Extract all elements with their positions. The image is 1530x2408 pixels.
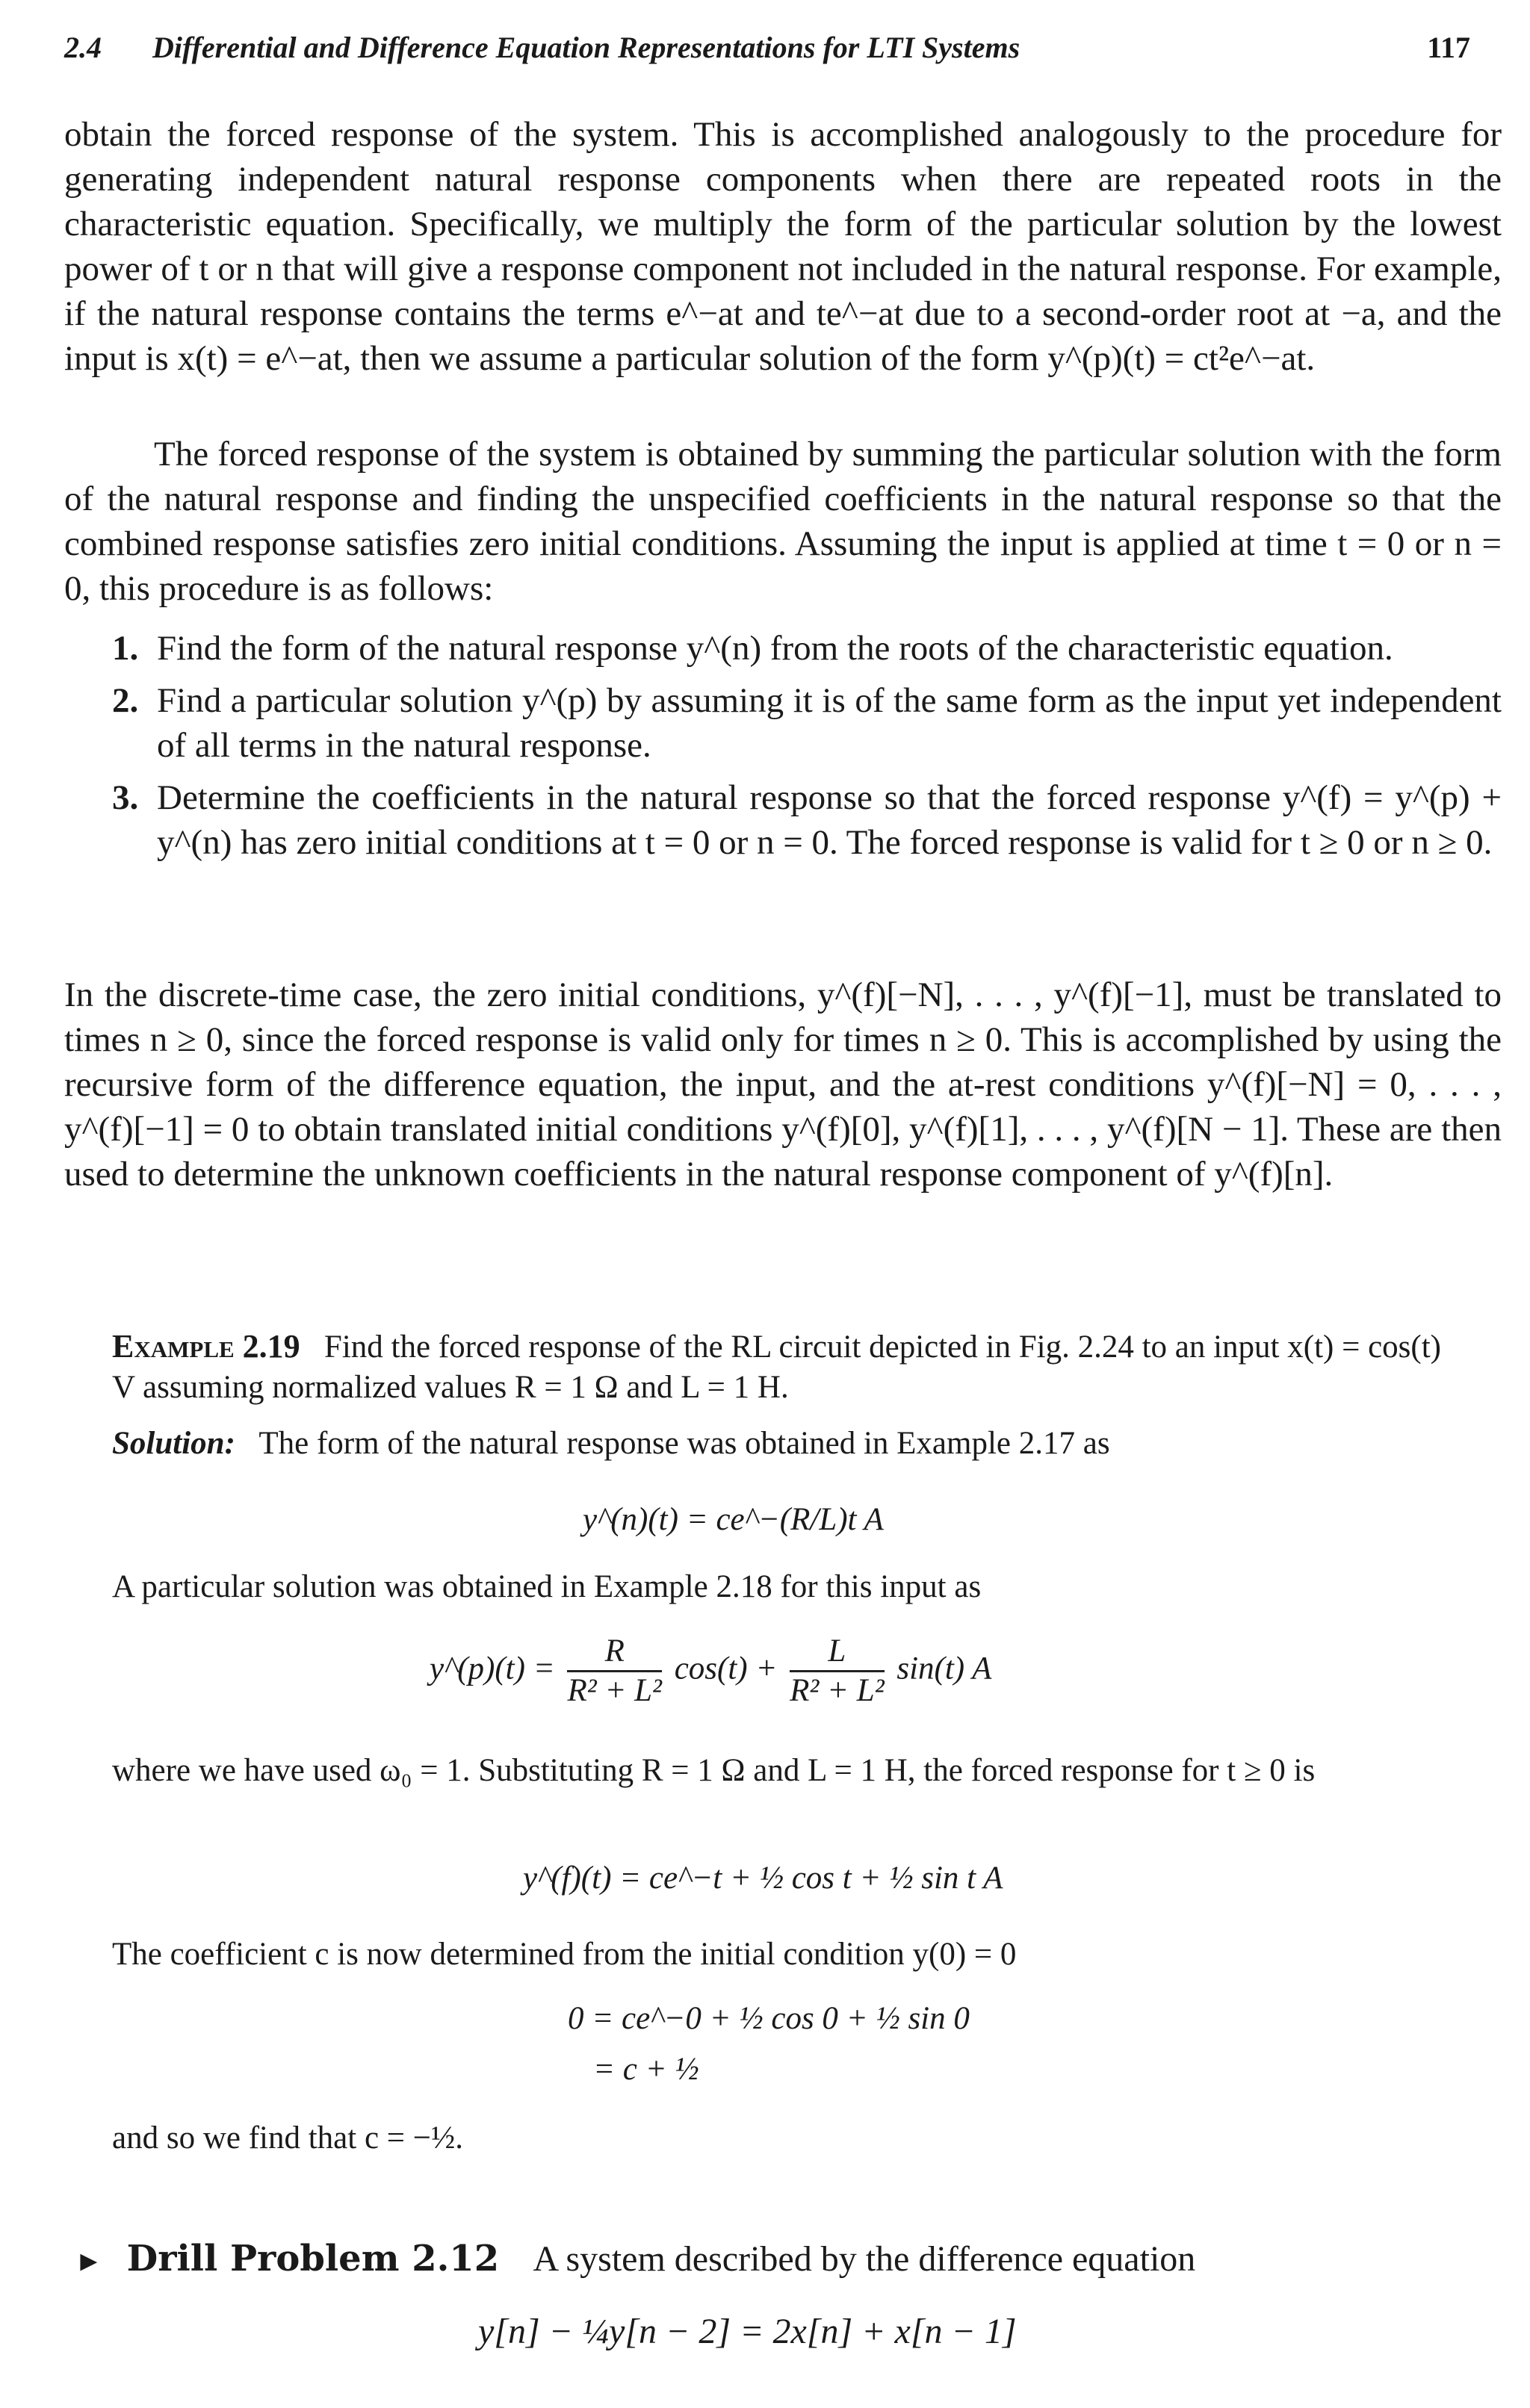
page-number: 117 <box>1427 31 1470 64</box>
step-text: Determine the coefficients in the natural response so that the forced response y^(f) = y^(p) + y^(n) has zero initial conditions at t = 0 or n = 0. The forced response is valid for t ≥ 0 or n ≥ 0. <box>157 778 1502 862</box>
list-item <box>112 775 1502 865</box>
denominator: R² + L² <box>790 1673 885 1708</box>
eq-mid: cos(t) + <box>674 1651 778 1686</box>
step-number: 2. <box>112 681 139 720</box>
paragraph-repeated-roots: obtain the forced response of the system. This is accomplished analogously to the procedure for generating independent natural response components when there are repeated roots in the characteristic equation. Specifically, we multiply the form of the particular solution by the lowest power of t or n that will give a response component not included in the natural response. For example, if the natural response contains the terms e^−at and te^−at due to a second-order root at −a, and the input is x(t) = e^−at, then we assume a particular solution of the form y^(p)(t) = ct²e^−at. <box>64 115 1502 378</box>
fraction-l <box>790 1633 884 1710</box>
example-text: Find the forced response of the RL circuit depicted in Fig. 2.24 to an input x(t) = cos(t) V assuming normalized values R = 1 Ω and L = 1 H. <box>112 1329 1441 1405</box>
step-number: 1. <box>112 629 139 668</box>
paragraph-discrete-time: In the discrete-time case, the zero initial conditions, y^(f)[−N], . . . , y^(f)[−1], must be translated to times n ≥ 0, since the forced response is valid only for times n ≥ 0. This is accomplished by using the recursive form of the difference equation, the input, and the at-rest conditions y^(f)[−N] = 0, . . . , y^(f)[−1] = 0 to obtain translated initial conditions y^(f)[0], y^(f)[1], . . . , y^(f)[N − 1]. These are then used to determine the unknown coefficients in the natural response component of y^(f)[n]. <box>64 975 1502 1194</box>
procedure-steps <box>112 626 1502 872</box>
list-item <box>112 678 1502 768</box>
coefficient-text: The coefficient c is now determined from the initial condition y(0) = 0 <box>112 1937 1017 1972</box>
equation-initial-simplified: = c + ½ <box>593 2052 699 2087</box>
paragraph-forced-response-intro: The forced response of the system is obtained by summing the particular solution with the form of the natural response and finding the unspecified coefficients in the natural response so that the combined response satisfies zero initial conditions. Assuming the input is applied at time t = 0 or n = 0, this procedure is as follows: <box>64 435 1502 608</box>
numerator: L <box>790 1633 884 1672</box>
triangle-marker-icon: ► <box>75 2246 103 2277</box>
particular-intro: A particular solution was obtained in Example 2.18 for this input as <box>112 1569 982 1604</box>
equation-forced-response: y^(f)(t) = ce^−t + ½ cos t + ½ sin t A <box>523 1861 1003 1896</box>
denominator: R² + L² <box>567 1673 662 1708</box>
equation-particular-solution <box>430 1633 991 1710</box>
drill-problem <box>75 2236 1195 2284</box>
fraction-r <box>567 1633 661 1710</box>
drill-text: A system described by the difference equation <box>533 2239 1196 2279</box>
eq-lhs: y^(p)(t) = <box>430 1651 555 1686</box>
equation-natural-response: y^(n)(t) = ce^−(R/L)t A <box>583 1502 884 1537</box>
numerator: R <box>567 1633 661 1672</box>
equation-initial-condition: 0 = ce^−0 + ½ cos 0 + ½ sin 0 <box>568 2001 970 2036</box>
solution-label: Solution: <box>112 1426 235 1461</box>
where-text: where we have used ω₀ = 1. Substituting R = 1 Ω and L = 1 H, the forced response for t ≥ 0 is <box>112 1753 1316 1788</box>
final-text: and so we find that c = −½. <box>112 2120 464 2156</box>
running-header <box>64 30 1500 75</box>
example-statement <box>112 1326 1457 1408</box>
equation-drill: y[n] − ¼y[n − 2] = 2x[n] + x[n − 1] <box>478 2312 1017 2351</box>
section-title: Differential and Difference Equation Representations for LTI Systems <box>152 31 1020 64</box>
drill-label: Drill Problem 2.12 <box>126 2238 500 2280</box>
example-solution <box>112 1424 1457 1464</box>
section-number: 2.4 <box>64 31 102 64</box>
step-number: 3. <box>112 778 139 817</box>
eq-tail: sin(t) A <box>896 1651 992 1686</box>
example-label: Example 2.19 <box>112 1328 300 1365</box>
step-text: Find the form of the natural response y^(n) from the roots of the characteristic equation. <box>157 629 1393 668</box>
list-item <box>112 626 1502 671</box>
step-text: Find a particular solution y^(p) by assuming it is of the same form as the input yet independent of all terms in the natural response. <box>157 681 1502 765</box>
solution-text: The form of the natural response was obtained in Example 2.17 as <box>258 1426 1110 1461</box>
